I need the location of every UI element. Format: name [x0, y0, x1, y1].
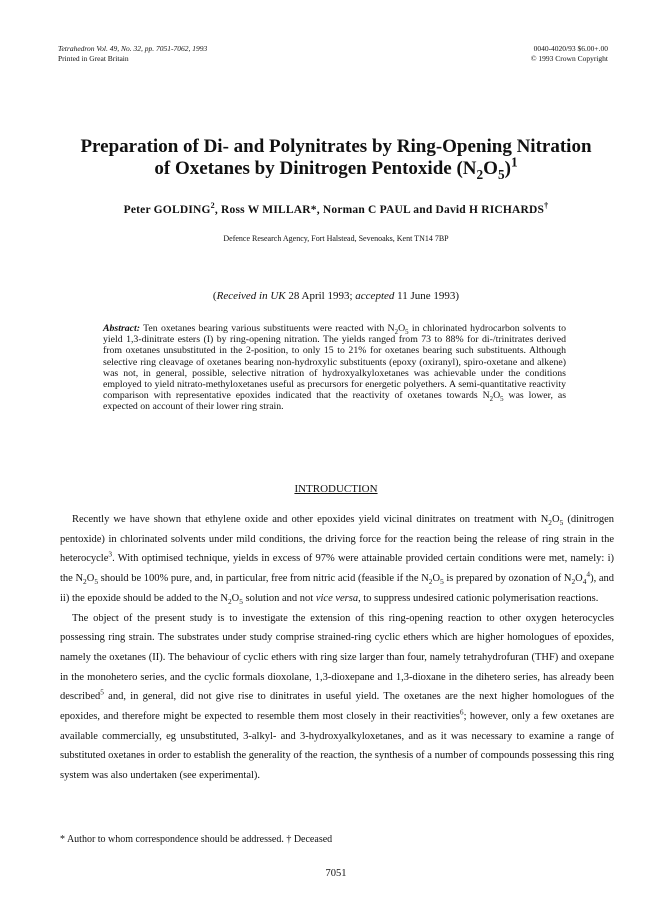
paragraph: The object of the present study is to investigate the extension of this ring-opening reaction to other oxygen heterocycles possessing ring strain. The substrates under study comprise strained-ring cyclic ethers which are higher homologues of epoxides, namely the oxetanes (II). The behaviour of cyclic ethers with ring size larger than four, namely tetrahydrofuran (THF) and oxepane in the monohetero series, and the cyclic formals dioxolane, 1,3-dioxepane and 1,3-dioxane in the dihetero series, has already been described$^5$ and, in general, did not give rise to dinitrates in useful yield. The oxetanes are the next higher homologues of the epoxides, and therefore might be expected to resemble them most closely in their reactivities$^6$; however, only a few oxetanes are available commercially, eg unsubstituted, 3-alkyl- and 3-hydroxyalkyloxetanes, and as it was necessary to examine a range of substituted oxetanes in order to establish the generality of the reaction, the synthesis of a number of compounds possessing this ring system was also undertaken (see experimental).: [60, 612, 614, 782]
copyright-line: © 1993 Crown Copyright: [530, 54, 608, 63]
author-list: Peter GOLDING$^2$, Ross W MILLAR*, Norman C PAUL and David H RICHARDS†: [123, 201, 549, 216]
affiliation: Defence Research Agency, Fort Halstead, Sevenoaks, Kent TN14 7BP: [223, 234, 449, 243]
abstract-label: Abstract:: [103, 323, 141, 334]
paragraph: Recently we have shown that ethylene oxide and other epoxides yield vicinal dinitrates on treatment with $N_2O_5$ (dinitrogen pentoxide) in chlorinated solvents under mild conditions, the driving force for the reaction being the release of ring strain in the heterocycle$^3$. With optimised technique, yields in excess of 97% were attainable provided certain conditions were met, namely: i) the $N_2O_5$ should be 100% pure, and, in particular, free from nitric acid (feasible if the $N_2O_5$ is prepared by ozonation of $N_2O_4^4$), and ii) the epoxide should be added to the $N_2O_5$ solution and not vice versa, to suppress undesired cationic polymerisation reactions.: [60, 514, 614, 606]
title-line-1: Preparation of Di- and Polynitrates by Ring-Opening Nitration: [80, 136, 592, 157]
paper-title: [60, 136, 612, 180]
printed-line: Printed in Great Britain: [58, 54, 129, 63]
page-number: 7051: [325, 868, 347, 879]
journal-line: Tetrahedron Vol. 49, No. 32, pp. 7051-7062, 1993: [58, 44, 208, 53]
issn-line: 0040-4020/93 $6.00+.00: [533, 44, 608, 53]
received-dates: (Received in UK 28 April 1993; accepted 11 June 1993): [212, 290, 460, 302]
abstract: Abstract: Ten oxetanes bearing various substituents were reacted with $N_2O_5$ in chlorinated hydrocarbon solvents to yield 1,3-dinitrate esters (I) by ring-opening nitration. The yields ranged from 73 to 88% for di-/trinitrates derived from oxetanes unsubstituted in the 2-position, to only 15 to 21% for oxetanes bearing such substituents. Although selective ring cleavage of oxetanes bearing non-hydroxylic substituents (epoxy (oxiranyl), spiro-oxetane and alkene) was not, in general, possible, selective nitration of hydroxyalkyloxetanes was achievable under the conditions employed to yield nitrato-methyloxetanes useful as precursors for energetic polyethers. A semi-quantitative reactivity comparison with representative epoxides indicated that the reactivity of oxetanes towards $N_2O_5$ was lower, as expected on account of their lower ring strain.: [103, 323, 567, 413]
footnote: * Author to whom correspondence should be addressed. † Deceased: [60, 834, 333, 845]
copyright-block: [531, 44, 608, 64]
section-heading: INTRODUCTION: [294, 483, 378, 495]
introduction-body: [60, 510, 614, 786]
journal-citation: [58, 44, 207, 64]
title-line-2: of Oxetanes by Dinitrogen Pentoxide $(N_2O_5)^1$: [154, 154, 518, 182]
